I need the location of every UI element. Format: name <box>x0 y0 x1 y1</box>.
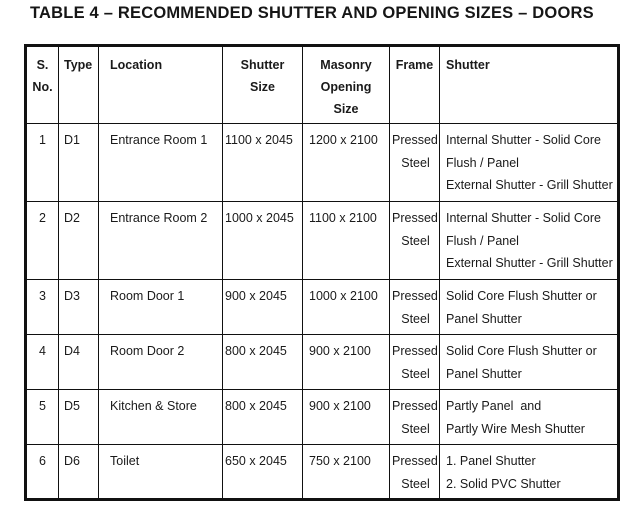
table-row <box>26 390 619 445</box>
cell-type: D6 <box>59 445 99 500</box>
cell-frame: Pressed Steel <box>390 202 440 280</box>
cell-shutter: Internal Shutter - Solid Core Flush / Panel External Shutter - Grill Shutter <box>440 202 619 280</box>
cell-masonry-opening: 1100 x 2100 <box>303 202 390 280</box>
header-frame: Frame <box>390 46 440 124</box>
header-sno: S. No. <box>26 46 59 124</box>
cell-frame: Pressed Steel <box>390 280 440 335</box>
header-location: Location <box>99 46 223 124</box>
cell-type: D1 <box>59 124 99 202</box>
cell-frame: Pressed Steel <box>390 390 440 445</box>
cell-shutter-size: 800 x 2045 <box>223 335 303 390</box>
cell-shutter: Partly Panel and Partly Wire Mesh Shutter <box>440 390 619 445</box>
cell-shutter: 1. Panel Shutter 2. Solid PVC Shutter <box>440 445 619 500</box>
cell-masonry-opening: 900 x 2100 <box>303 390 390 445</box>
cell-masonry-opening: 750 x 2100 <box>303 445 390 500</box>
table-row <box>26 202 619 280</box>
cell-location: Entrance Room 1 <box>99 124 223 202</box>
cell-sno: 1 <box>26 124 59 202</box>
cell-shutter-size: 1100 x 2045 <box>223 124 303 202</box>
cell-sno: 3 <box>26 280 59 335</box>
header-shutter-size: Shutter Size <box>223 46 303 124</box>
header-row <box>26 46 619 124</box>
table-row <box>26 280 619 335</box>
cell-location: Entrance Room 2 <box>99 202 223 280</box>
cell-location: Toilet <box>99 445 223 500</box>
table-row <box>26 335 619 390</box>
cell-location: Room Door 2 <box>99 335 223 390</box>
cell-type: D3 <box>59 280 99 335</box>
cell-sno: 5 <box>26 390 59 445</box>
cell-frame: Pressed Steel <box>390 124 440 202</box>
door-sizes-table <box>24 44 620 501</box>
cell-type: D4 <box>59 335 99 390</box>
cell-masonry-opening: 1000 x 2100 <box>303 280 390 335</box>
cell-shutter-size: 800 x 2045 <box>223 390 303 445</box>
cell-type: D5 <box>59 390 99 445</box>
cell-shutter: Solid Core Flush Shutter or Panel Shutter <box>440 280 619 335</box>
table-row <box>26 124 619 202</box>
header-shutter: Shutter <box>440 46 619 124</box>
cell-location: Kitchen & Store <box>99 390 223 445</box>
cell-sno: 4 <box>26 335 59 390</box>
cell-type: D2 <box>59 202 99 280</box>
table-title: TABLE 4 – RECOMMENDED SHUTTER AND OPENING SIZES – DOORS <box>30 4 594 22</box>
cell-shutter: Internal Shutter - Solid Core Flush / Panel External Shutter - Grill Shutter <box>440 124 619 202</box>
cell-location: Room Door 1 <box>99 280 223 335</box>
cell-masonry-opening: 900 x 2100 <box>303 335 390 390</box>
header-masonry-opening-size: Masonry Opening Size <box>303 46 390 124</box>
cell-frame: Pressed Steel <box>390 445 440 500</box>
cell-shutter-size: 900 x 2045 <box>223 280 303 335</box>
table-row <box>26 445 619 500</box>
cell-shutter-size: 650 x 2045 <box>223 445 303 500</box>
header-type: Type <box>59 46 99 124</box>
cell-shutter-size: 1000 x 2045 <box>223 202 303 280</box>
cell-frame: Pressed Steel <box>390 335 440 390</box>
cell-shutter: Solid Core Flush Shutter or Panel Shutter <box>440 335 619 390</box>
cell-masonry-opening: 1200 x 2100 <box>303 124 390 202</box>
cell-sno: 6 <box>26 445 59 500</box>
cell-sno: 2 <box>26 202 59 280</box>
